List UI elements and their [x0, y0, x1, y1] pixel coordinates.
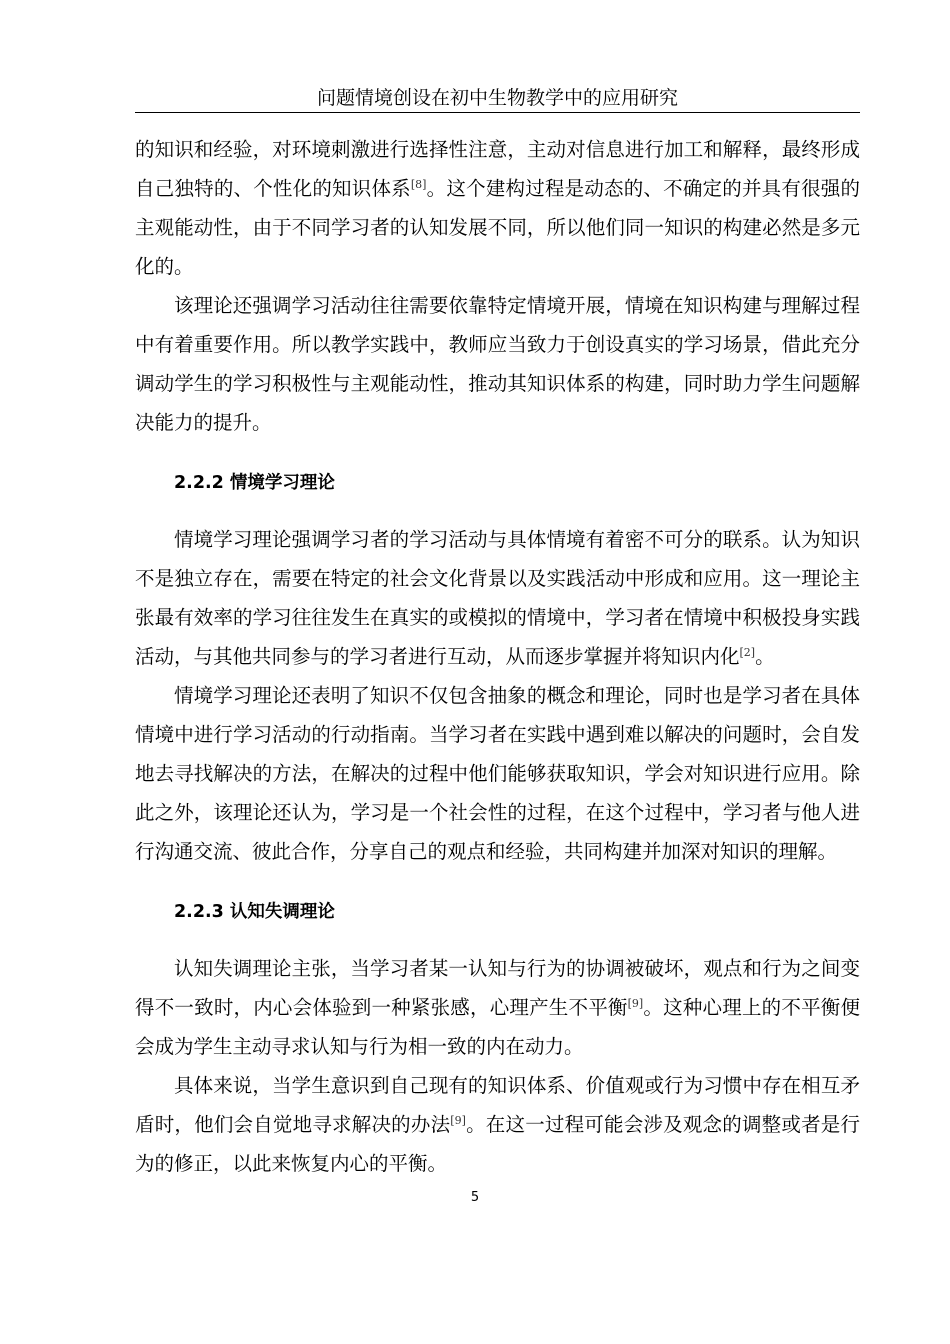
- body-paragraph-situated-learning-1: [135, 520, 860, 676]
- citation-reference: [8]: [410, 178, 427, 191]
- body-paragraph-situated-learning-2: [135, 676, 860, 871]
- citation-reference: [9]: [450, 1114, 466, 1127]
- section-heading-cognitive-dissonance: 2.2.3 认知失调理论: [174, 902, 335, 922]
- paragraph-text: 的知识和经验，对环境刺激进行选择性注意，主动对信息进行加工和解释，最终形成自己独特的、个性化的知识体系: [135, 138, 860, 200]
- body-paragraph-learning-context: [135, 286, 860, 442]
- paragraph-text: 。这个建构过程是动态的、不确定的并具有很强的主观能动性，由于不同学习者的认知发展不同，所以他们同一知识的构建必然是多元化的。: [135, 177, 860, 278]
- paragraph-text: 。这种心理上的不平衡便会成为学生主动寻求认知与行为相一致的内在动力。: [135, 996, 860, 1058]
- paragraph-text: 情境学习理论强调学习者的学习活动与具体情境有着密不可分的联系。认为知识不是独立存在，需要在特定的社会文化背景以及实践活动中形成和应用。这一理论主张最有效率的学习往往发生在真实的或模拟的情境中，学习者在情境中积极投身实践活动，与其他共同参与的学习者进行互动，从而逐步掌握并将知识内化: [135, 528, 860, 668]
- page-number: 5: [470, 1190, 480, 1205]
- paragraph-text: 。: [755, 645, 775, 668]
- body-paragraph-cognitive-dissonance-1: [135, 949, 860, 1066]
- paragraph-text: 情境学习理论还表明了知识不仅包含抽象的概念和理论，同时也是学习者在具体情境中进行学习活动的行动指南。当学习者在实践中遇到难以解决的问题时，会自发地去寻找解决的方法，在解决的过程中他们能够获取知识，学会对知识进行应用。除此之外，该理论还认为，学习是一个社会性的过程，在这个过程中，学习者与他人进行沟通交流、彼此合作，分享自己的观点和经验，共同构建并加深对知识的理解。: [135, 684, 860, 863]
- paragraph-text: 具体来说，当学生意识到自己现有的知识体系、价值观或行为习惯中存在相互矛盾时，他们会自觉地寻求解决的办法: [135, 1074, 860, 1136]
- paragraph-text: 认知失调理论主张，当学习者某一认知与行为的协调被破坏，观点和行为之间变得不一致时，内心会体验到一种紧张感，心理产生不平衡: [135, 957, 860, 1019]
- running-header: 问题情境创设在初中生物教学中的应用研究: [135, 86, 860, 113]
- section-heading-situated-learning: 2.2.2 情境学习理论: [174, 473, 335, 493]
- body-paragraph-constructivism-continued: [135, 130, 860, 286]
- page-body: [135, 130, 860, 1183]
- paragraph-text: 该理论还强调学习活动往往需要依靠特定情境开展，情境在知识构建与理解过程中有着重要作用。所以教学实践中，教师应当致力于创设真实的学习场景，借此充分调动学生的学习积极性与主观能动性，推动其知识体系的构建，同时助力学生问题解决能力的提升。: [135, 294, 860, 434]
- body-paragraph-cognitive-dissonance-2: [135, 1066, 860, 1183]
- citation-reference: [9]: [627, 997, 644, 1010]
- paragraph-text: 。在这一过程可能会涉及观念的调整或者是行为的修正，以此来恢复内心的平衡。: [135, 1113, 860, 1175]
- citation-reference: [2]: [739, 646, 756, 659]
